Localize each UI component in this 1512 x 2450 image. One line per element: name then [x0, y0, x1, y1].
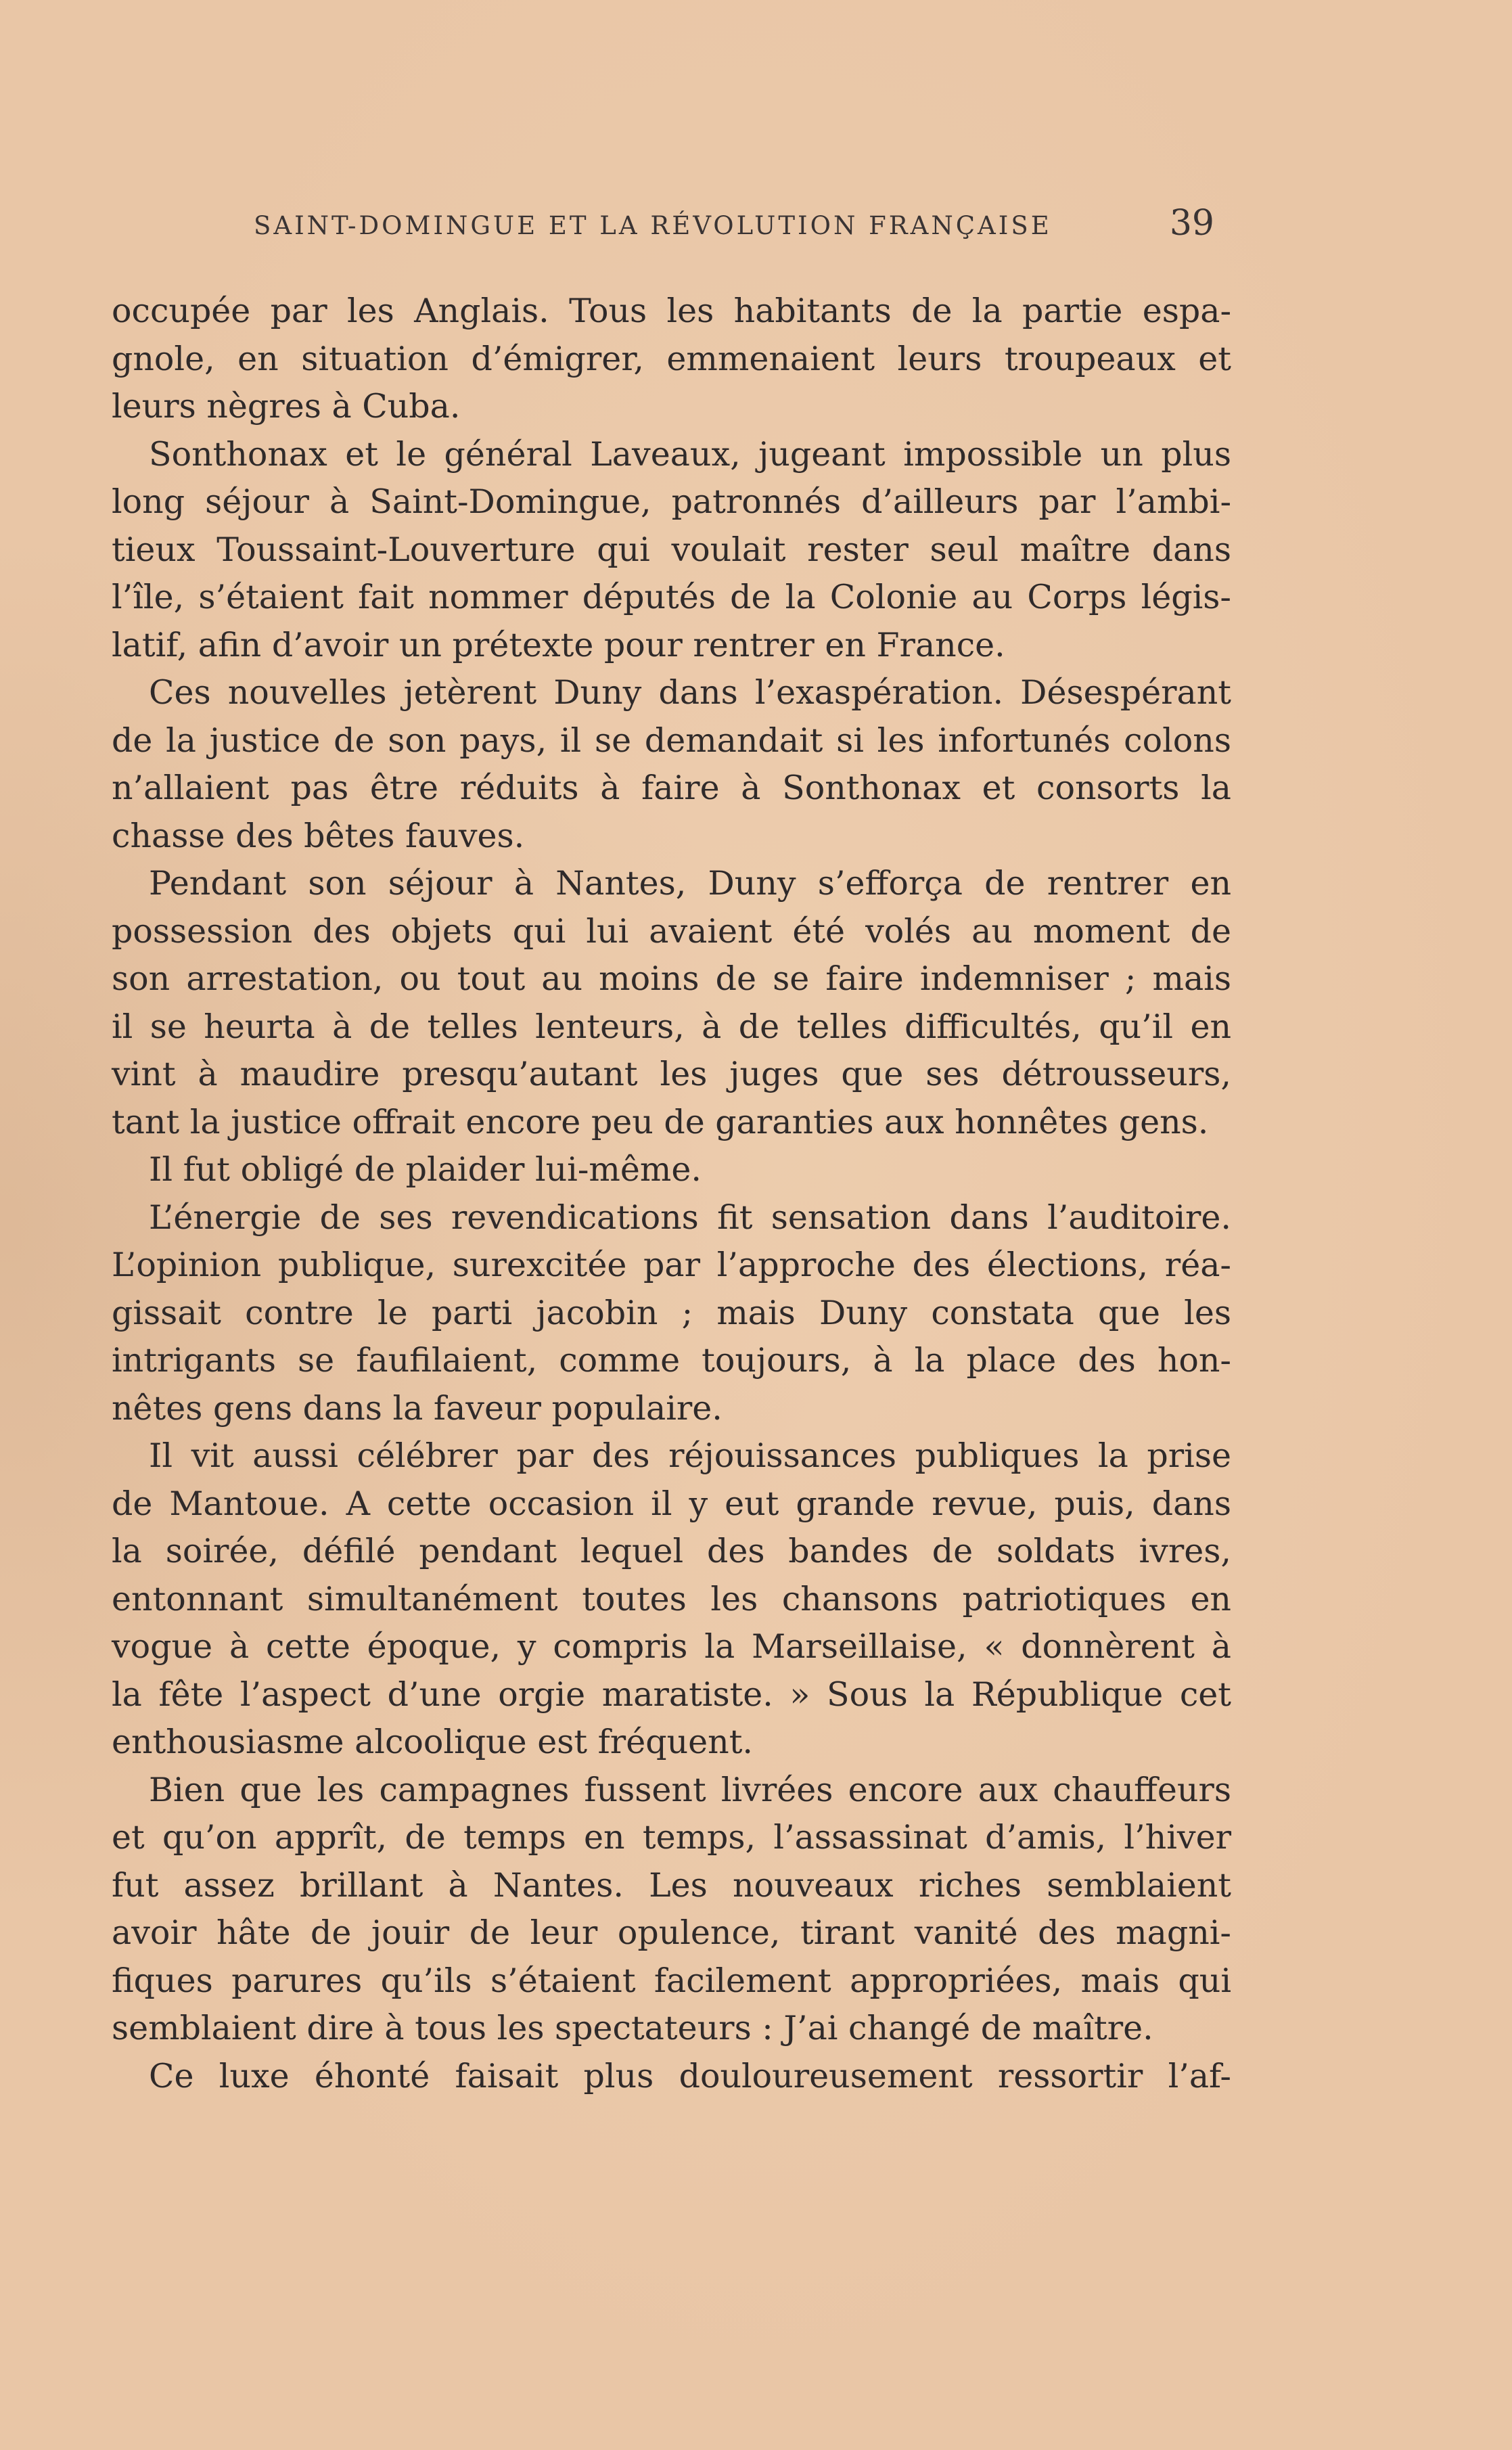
text-line: fiques parures qu’ils s’étaient facilement appropriées, mais qui	[112, 1961, 1231, 2000]
text-line: occupée par les Anglais. Tous les habitants de la partie espa-	[112, 292, 1231, 330]
text-line: nêtes gens dans la faveur populaire.	[112, 1388, 723, 1428]
text-line: il se heurta à de telles lenteurs, à de telles difficultés, qu’il en	[112, 1007, 1231, 1046]
text-line: et qu’on apprît, de temps en temps, l’assassinat d’amis, l’hiver	[112, 1818, 1231, 1857]
text-line: Pendant son séjour à Nantes, Duny s’efforça de rentrer en	[149, 864, 1231, 903]
text-line: Ce luxe éhonté faisait plus douloureusement ressortir l’af-	[149, 2056, 1231, 2095]
text-line: semblaient dire à tous les spectateurs : J’ai changé de maître.	[112, 2009, 1153, 2047]
text-line: gnole, en situation d’émigrer, emmenaient leurs troupeaux et	[112, 339, 1231, 378]
text-line: vint à maudire presqu’autant les juges que ses détrousseurs,	[112, 1055, 1231, 1093]
text-line: latif, afin d’avoir un prétexte pour rentrer en France.	[112, 625, 1005, 664]
running-title: SAINT-DOMINGUE ET LA RÉVOLUTION FRANÇAISE	[254, 211, 1052, 240]
body-text	[112, 288, 1231, 2100]
text-line: Ces nouvelles jetèrent Duny dans l’exaspération. Désespérant	[149, 673, 1231, 712]
text-line: Sonthonax et le général Laveaux, jugeant impossible un plus	[149, 434, 1231, 474]
text-line: de Mantoue. A cette occasion il y eut grande revue, puis, dans	[112, 1484, 1231, 1523]
text-line: possession des objets qui lui avaient été volés au moment de	[112, 911, 1231, 951]
text-line: Il vit aussi célébrer par des réjouissances publiques la prise	[149, 1436, 1231, 1475]
text-line: la soirée, défilé pendant lequel des bandes de soldats ivres,	[112, 1532, 1231, 1570]
text-line: tieux Toussaint-Louverture qui voulait rester seul maître dans	[112, 530, 1231, 569]
text-line: l’île, s’étaient fait nommer députés de la Colonie au Corps légis-	[112, 578, 1231, 616]
text-line: n’allaient pas être réduits à faire à Sonthonax et consorts la	[112, 769, 1231, 807]
text-line: L’énergie de ses revendications fit sensation dans l’auditoire.	[149, 1198, 1231, 1237]
text-line: entonnant simultanément toutes les chansons patriotiques en	[112, 1579, 1231, 1618]
text-line: tant la justice offrait encore peu de garanties aux honnêtes gens.	[112, 1102, 1209, 1141]
text-line: vogue à cette époque, y compris la Marseillaise, « donnèrent à	[112, 1627, 1231, 1666]
page-number: 39	[1169, 203, 1214, 244]
text-line: enthousiasme alcoolique est fréquent.	[112, 1723, 753, 1761]
text-line: son arrestation, ou tout au moins de se faire indemniser ; mais	[112, 959, 1231, 998]
text-line: chasse des bêtes fauves.	[112, 816, 525, 855]
running-head	[254, 203, 1214, 257]
text-line: gissait contre le parti jacobin ; mais Duny constata que les	[112, 1293, 1231, 1332]
text-line: Bien que les campagnes fussent livrées encore aux chauffeurs	[149, 1770, 1231, 1809]
text-line: long séjour à Saint-Domingue, patronnés d’ailleurs par l’ambi-	[112, 482, 1231, 521]
text-line: fut assez brillant à Nantes. Les nouveaux riches semblaient	[112, 1865, 1231, 1905]
text-line: avoir hâte de jouir de leur opulence, tirant vanité des magni-	[112, 1913, 1231, 1952]
text-line: leurs nègres à Cuba.	[112, 387, 461, 426]
text-line: de la justice de son pays, il se demandait si les infortunés colons	[112, 721, 1231, 760]
text-line: L’opinion publique, surexcitée par l’approche des élections, réa-	[112, 1246, 1231, 1284]
text-line: la fête l’aspect d’une orgie maratiste. » Sous la République cet	[112, 1675, 1231, 1714]
text-line: Il fut obligé de plaider lui-même.	[149, 1150, 702, 1189]
text-line: intrigants se faufilaient, comme toujours, à la place des hon-	[112, 1341, 1231, 1380]
